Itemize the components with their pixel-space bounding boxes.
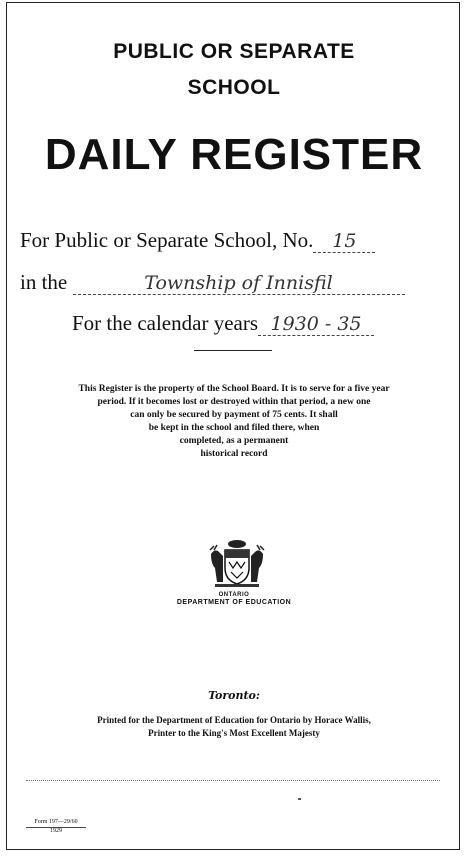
notice-line: completed, as a permanent — [179, 436, 289, 446]
township-value: Township of Innisfil — [73, 272, 405, 295]
years-line — [72, 311, 374, 336]
notice-line: period. If it becomes lost or destroyed within that period, a new one — [97, 397, 371, 407]
notice-line: historical record — [200, 449, 268, 459]
ownership-notice — [32, 383, 436, 461]
school-number-value: 15 — [313, 230, 375, 253]
notice-line: be kept in the school and filed there, when — [148, 423, 320, 433]
notice-line: can only be secured by payment of 75 cents. It shall — [130, 410, 338, 420]
page-title: DAILY REGISTER — [44, 130, 424, 179]
imprint-line-2: Printer to the King's Most Excellent Majesty — [148, 728, 320, 738]
heading-line-2: SCHOOL — [187, 76, 281, 99]
form-number — [26, 819, 86, 835]
divider-rule — [194, 350, 272, 351]
school-number-label: For Public or Separate School, No. — [20, 228, 314, 252]
township-line — [20, 270, 405, 295]
in-the-label: in the — [20, 270, 68, 294]
years-value: 1930 - 35 — [258, 313, 374, 336]
notice-line: This Register is the property of the School Board. It is to serve for a five year — [78, 384, 390, 394]
heading-line-1: PUBLIC OR SEPARATE — [113, 40, 355, 63]
emblem-province: ONTARIO — [218, 592, 250, 598]
imprint-line-1: Printed for the Department of Education for Ontario by Horace Wallis, — [97, 715, 371, 725]
dotted-separator — [26, 780, 440, 781]
years-label: For the calendar years — [72, 311, 258, 335]
form-number-code: Form 197—29/60 — [26, 819, 86, 828]
emblem-department: DEPARTMENT OF EDUCATION — [176, 599, 292, 606]
school-number-line — [20, 228, 375, 253]
ontario-coat-of-arms-icon — [209, 538, 265, 590]
print-speck — [298, 798, 301, 800]
form-number-year: 1929 — [50, 828, 62, 834]
imprint-city: Toronto: — [208, 689, 260, 702]
